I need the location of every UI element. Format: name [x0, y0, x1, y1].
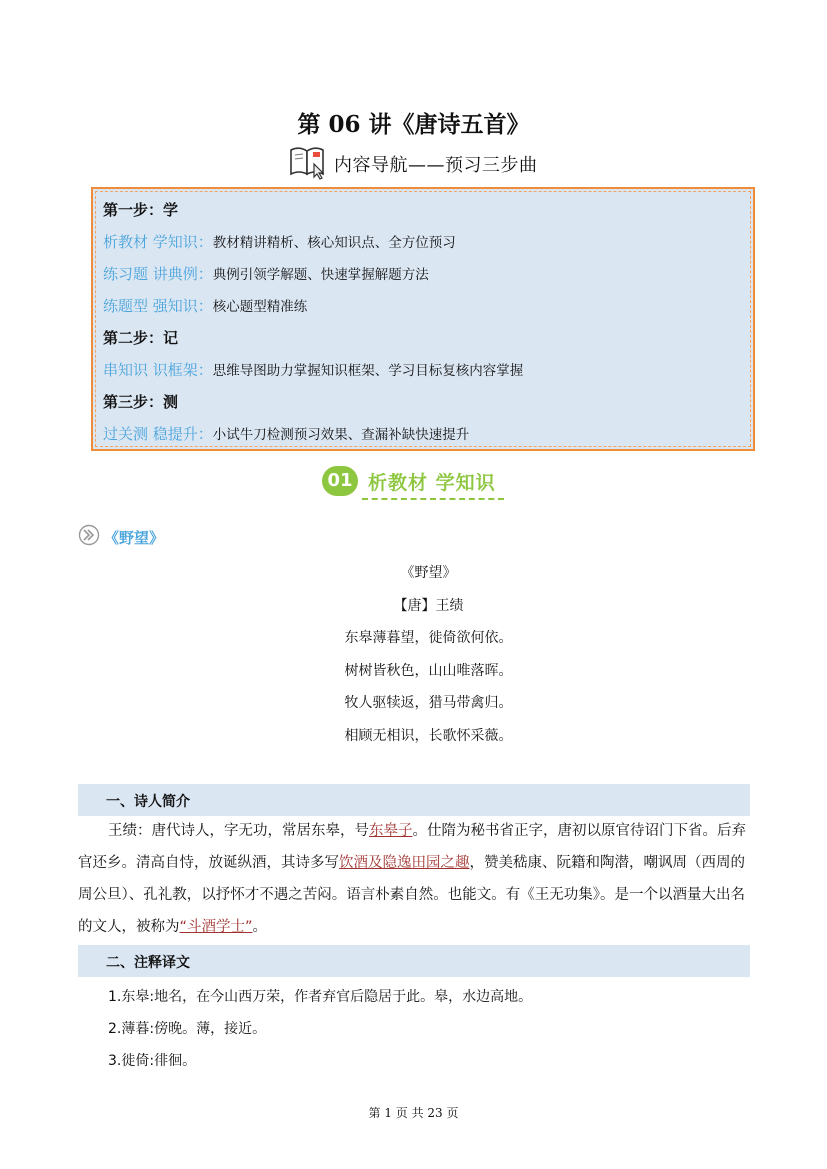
step-row-label: 析教材 学知识：: [103, 233, 213, 251]
bio-text: 。: [252, 919, 268, 935]
poem-author: 【唐】王绩: [393, 598, 464, 614]
step-row-desc: 教材精讲精析、核心知识点、全方位预习: [212, 235, 456, 251]
section-badge-number: 01: [322, 466, 358, 496]
poem-section-label: 《野望》: [104, 528, 165, 547]
bio-text: 。仕隋为秘书省正字，唐初以原官待诏门下省。后弃官还乡。清高自恃，放诞纵酒，其诗多写: [78, 823, 746, 871]
step-row-label: 练习题 讲典例：: [103, 265, 213, 283]
content-nav-title: 内容导航——预习三步曲: [334, 155, 538, 176]
note-item: 1.东皋:地名，在今山西万荣，作者弃官后隐居于此。皋，水边高地。: [108, 989, 533, 1005]
step-1-heading: 第一步：学: [103, 201, 179, 219]
study-steps-box: [91, 187, 755, 451]
section-badge: [322, 462, 504, 502]
page-footer: 第 1 页 共 23 页: [368, 1106, 459, 1120]
poem-line: 树树皆秋色，山山唯落晖。: [344, 663, 513, 679]
section-badge-text: 析教材 学知识: [368, 472, 496, 494]
poet-intro-paragraph: [78, 815, 750, 943]
step-row: [103, 231, 456, 252]
step-row: [103, 423, 469, 444]
poem-title: 《野望》: [400, 565, 457, 581]
step-2-heading: 第二步：记: [103, 329, 179, 347]
step-row-label: 过关测 稳提升：: [103, 425, 213, 443]
notes-heading: 二、注释译文: [106, 955, 190, 971]
note-item: 3.徙倚:徘徊。: [108, 1053, 197, 1069]
step-row-label: 练题型 强知识：: [103, 297, 213, 315]
poet-intro-heading: 一、诗人简介: [106, 794, 190, 810]
content-nav-header: [288, 146, 538, 182]
book-pointer-icon: [288, 144, 328, 184]
note-item: 2.薄暮:傍晚。薄，接近。: [108, 1021, 267, 1037]
step-row-desc: 核心题型精准练: [212, 299, 308, 315]
step-row-label: 串知识 识框架：: [103, 361, 213, 379]
step-row-desc: 典例引领学解题、快速掌握解题方法: [212, 267, 429, 283]
bio-text: 王绩：唐代诗人，字无功，常居东皋，号: [108, 823, 369, 839]
poem-section-title: [78, 524, 164, 550]
step-row-desc: 小试牛刀检测预习效果、查漏补缺快速提升: [212, 427, 470, 443]
bio-underline: “斗酒学士”: [179, 919, 253, 935]
chevron-circle-icon: [78, 524, 100, 550]
poem-line: 相顾无相识，长歌怀采薇。: [344, 728, 513, 744]
step-row: [103, 263, 429, 284]
poem-line: 牧人驱犊返，猎马带禽归。: [344, 695, 513, 711]
poem-line: 东皋薄暮望，徙倚欲何依。: [344, 630, 513, 646]
step-row-desc: 思维导图助力掌握知识框架、学习目标复核内容掌握: [212, 363, 524, 379]
bio-text: ，赞美嵇康、阮籍和陶潜，嘲讽周（西周的周公旦）、孔礼教，以抒怀才不遇之苦闷。语言朴素自然。也能文。有《王无功集》。是一个以酒量大出名的文人，被称为: [78, 855, 745, 935]
notes-heading-band: [78, 945, 750, 977]
step-row: [103, 295, 307, 316]
bio-underline: 东皋子: [369, 823, 413, 839]
step-row: [103, 359, 523, 380]
page-title: 第 06 讲《唐诗五首》: [297, 111, 530, 138]
bio-underline: 饮酒及隐逸田园之趣: [339, 855, 470, 871]
step-3-heading: 第三步：测: [103, 393, 179, 411]
poet-intro-heading-band: [78, 784, 750, 816]
